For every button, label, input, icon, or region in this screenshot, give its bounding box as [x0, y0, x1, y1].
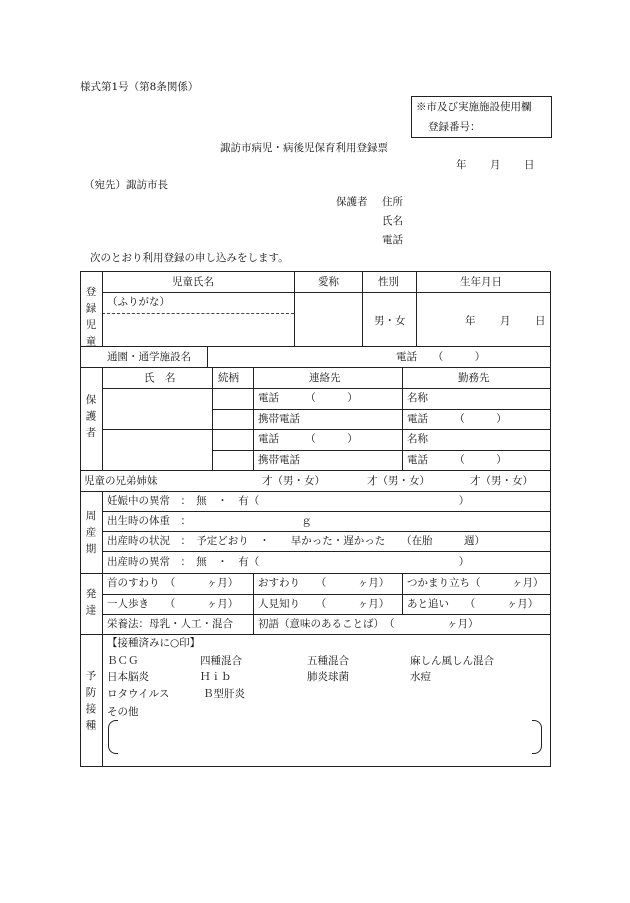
- birth-abnormality[interactable]: 出産時の異常 ： 無 ・ 有（ ）: [107, 556, 470, 568]
- guardian1-work-name[interactable]: 名称: [407, 392, 428, 404]
- nutrition-method[interactable]: 栄養法：母乳・人工・混合: [107, 618, 233, 630]
- guardian-name-header: 氏 名: [144, 372, 176, 384]
- first-word[interactable]: 初語（意味のあることば） （ ヶ月）: [258, 618, 479, 630]
- guardian-name-label[interactable]: 氏名: [382, 215, 403, 227]
- vaccine-hib[interactable]: Ｈｉｂ: [200, 671, 232, 683]
- head-control[interactable]: 首のすわり （ ヶ月）: [107, 577, 239, 589]
- sitting[interactable]: おすわり （ ヶ月）: [258, 577, 390, 589]
- guardian2-mobile[interactable]: 携帯電話: [258, 454, 300, 466]
- guardian-section-label: 保護者: [84, 394, 97, 444]
- pregnancy-abnormality[interactable]: 妊娠中の異常 ： 無 ・ 有（ ）: [107, 495, 470, 507]
- birth-year[interactable]: 年: [465, 315, 476, 327]
- relation-header: 続柄: [218, 372, 239, 384]
- vaccination-section-label: 予防接種: [84, 670, 97, 736]
- date-month[interactable]: 月: [490, 159, 501, 171]
- workplace-header: 勤務先: [458, 372, 490, 384]
- guardian2-work-name[interactable]: 名称: [407, 433, 428, 445]
- birthdate-header: 生年月日: [460, 276, 502, 288]
- registration-number-label[interactable]: 登録番号：: [428, 121, 481, 133]
- guardian1-mobile[interactable]: 携帯電話: [258, 413, 300, 425]
- stranger-anxiety[interactable]: 人見知り （ ヶ月）: [258, 598, 390, 610]
- vaccine-pneumococcal[interactable]: 肺炎球菌: [307, 671, 349, 683]
- guardian2-work-phone[interactable]: 電話 （ ）: [407, 454, 507, 466]
- other-vaccine-bracket-left[interactable]: [108, 720, 118, 754]
- guardian-phone-label[interactable]: 電話: [382, 234, 403, 246]
- vaccination-header: 【接種済みに○印】: [107, 637, 201, 649]
- sibling-3[interactable]: 才（男・女）: [470, 475, 533, 487]
- furigana-field[interactable]: （ふりがな）: [107, 296, 170, 308]
- vaccine-other-label: その他: [107, 706, 139, 718]
- sex-header: 性別: [378, 276, 399, 288]
- school-phone-field[interactable]: 電話 （ ）: [396, 351, 486, 363]
- vaccine-je[interactable]: 日本脳炎: [107, 671, 149, 683]
- addressee: （宛先）諏訪市長: [84, 179, 168, 191]
- form-number: 様式第1号（第8条関係）: [80, 81, 199, 93]
- guardian-address-label[interactable]: 住所: [382, 196, 403, 208]
- following[interactable]: あと追い （ ヶ月）: [407, 598, 539, 610]
- guardian1-work-phone[interactable]: 電話 （ ）: [407, 413, 507, 425]
- other-vaccine-bracket-right[interactable]: [532, 720, 542, 754]
- vaccine-rota[interactable]: ロタウイルス: [107, 688, 170, 700]
- sibling-1[interactable]: 才（男・女）: [262, 475, 325, 487]
- contact-header: 連絡先: [309, 372, 341, 384]
- birth-month[interactable]: 月: [500, 315, 511, 327]
- guardian2-phone[interactable]: 電話 （ ）: [258, 433, 358, 445]
- vaccine-mr[interactable]: 麻しん風しん混合: [410, 655, 494, 667]
- perinatal-section-label: 周産期: [84, 510, 97, 560]
- office-use-label: ※市及び実施施設使用欄: [416, 101, 532, 113]
- child-section-label: 登録児童: [84, 286, 97, 352]
- school-name-label: 通園・通学施設名: [107, 351, 191, 363]
- siblings-label: 児童の兄弟姉妹: [84, 475, 158, 487]
- date-day[interactable]: 日: [524, 159, 535, 171]
- birth-situation[interactable]: 出産時の状況 ： 予定どおり ・ 早かった・遅かった （在胎 週）: [107, 535, 485, 547]
- birth-day[interactable]: 日: [535, 315, 546, 327]
- vaccine-5mix[interactable]: 五種混合: [307, 655, 349, 667]
- intro-text: 次のとおり利用登録の申し込みをします。: [90, 252, 289, 264]
- vaccine-hepb[interactable]: Ｂ型肝炎: [203, 688, 245, 700]
- standing[interactable]: つかまり立ち（ ヶ月）: [407, 577, 544, 589]
- guardian-prefix: 保護者: [336, 196, 368, 208]
- birth-weight[interactable]: 出生時の体重 ： ｇ: [107, 515, 312, 527]
- sibling-2[interactable]: 才（男・女）: [367, 475, 430, 487]
- page-title: 諏訪市病児・病後児保育利用登録票: [220, 142, 388, 154]
- nickname-header: 愛称: [318, 276, 339, 288]
- vaccine-varicella[interactable]: 水痘: [410, 671, 431, 683]
- child-name-header: 児童氏名: [172, 276, 214, 288]
- vaccine-4mix[interactable]: 四種混合: [200, 655, 242, 667]
- walking[interactable]: 一人歩き （ ヶ月）: [107, 598, 239, 610]
- development-section-label: 発達: [84, 588, 97, 621]
- vaccine-bcg[interactable]: ＢＣＧ: [107, 655, 139, 667]
- date-year[interactable]: 年: [456, 159, 467, 171]
- guardian1-phone[interactable]: 電話 （ ）: [258, 392, 358, 404]
- sex-options[interactable]: 男・女: [374, 315, 406, 327]
